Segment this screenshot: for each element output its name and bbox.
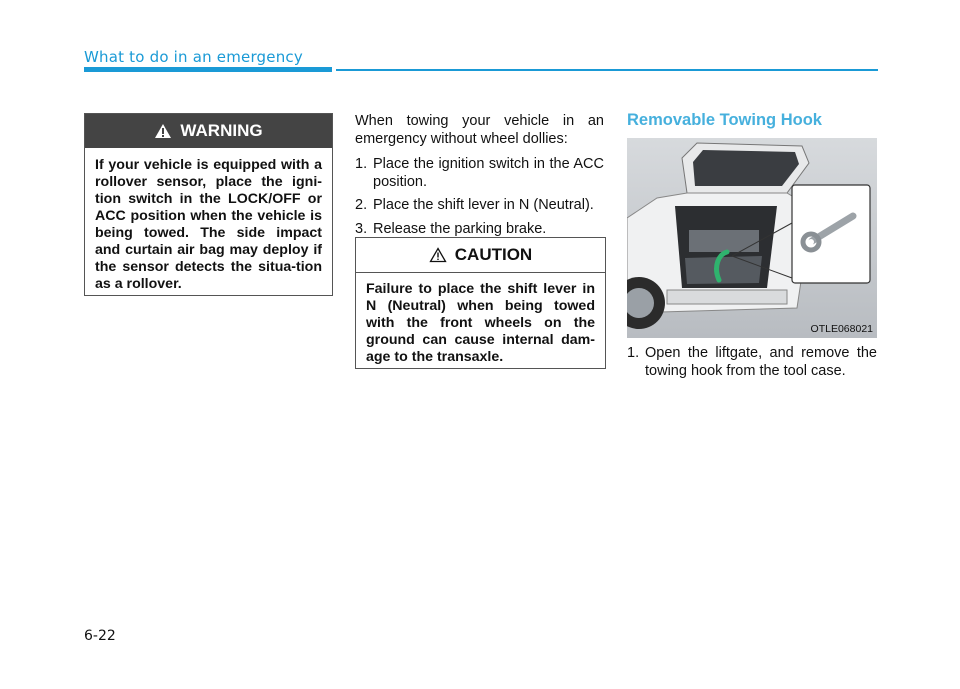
caution-triangle-icon [429, 247, 447, 263]
warning-text: If your vehicle is equipped with a rollover sensor, place the igni-tion switch in the LOCK/OFF or ACC position when the vehicle is being towed. The side impact and curtain air bag may deploy if the sensor detects the situa-tion as a rollover. [95, 157, 322, 292]
header-rule-thin [336, 69, 878, 71]
caution-text: Failure to place the shift lever in N (Neutral) when being towed with the front wheels on the ground can cause internal dam-age to the transaxle. [366, 281, 595, 365]
section-header-title: What to do in an emergency [84, 48, 303, 66]
section-title: Removable Towing Hook [627, 111, 822, 129]
step-text: Place the shift lever in N (Neutral). [373, 197, 594, 213]
car-liftgate-illustration [627, 138, 877, 338]
step-number: 3. [355, 220, 368, 237]
caution-title: CAUTION [454, 245, 533, 264]
warning-body [85, 148, 332, 303]
towing-intro: When towing your vehicle in an emergency without wheel dollies: [355, 113, 604, 147]
step-number: 1. [355, 156, 368, 172]
warning-box [84, 113, 333, 296]
list-item [627, 345, 877, 380]
list-item [355, 156, 604, 191]
towing-hook-figure [627, 138, 877, 338]
caution-body [356, 273, 605, 376]
step-number: 1. [627, 345, 640, 361]
header-rule-thick [84, 67, 332, 72]
caution-header [356, 238, 605, 273]
figure-code: OTLE068021 [810, 323, 873, 335]
list-item [355, 221, 604, 239]
step-text: Release the parking brake. [373, 220, 547, 237]
warning-header [85, 114, 332, 148]
warning-title: WARNING [180, 121, 263, 140]
warning-triangle-icon [154, 123, 172, 139]
list-item [355, 197, 604, 215]
page-number: 6-22 [84, 628, 116, 644]
towing-instructions [355, 113, 604, 238]
caution-box [355, 237, 606, 369]
step-text: Open the liftgate, and remove the towing hook from the tool case. [645, 345, 877, 379]
step-text: Place the ignition switch in the ACC position. [373, 156, 604, 190]
hook-instructions [627, 345, 877, 380]
step-number: 2. [355, 197, 368, 213]
